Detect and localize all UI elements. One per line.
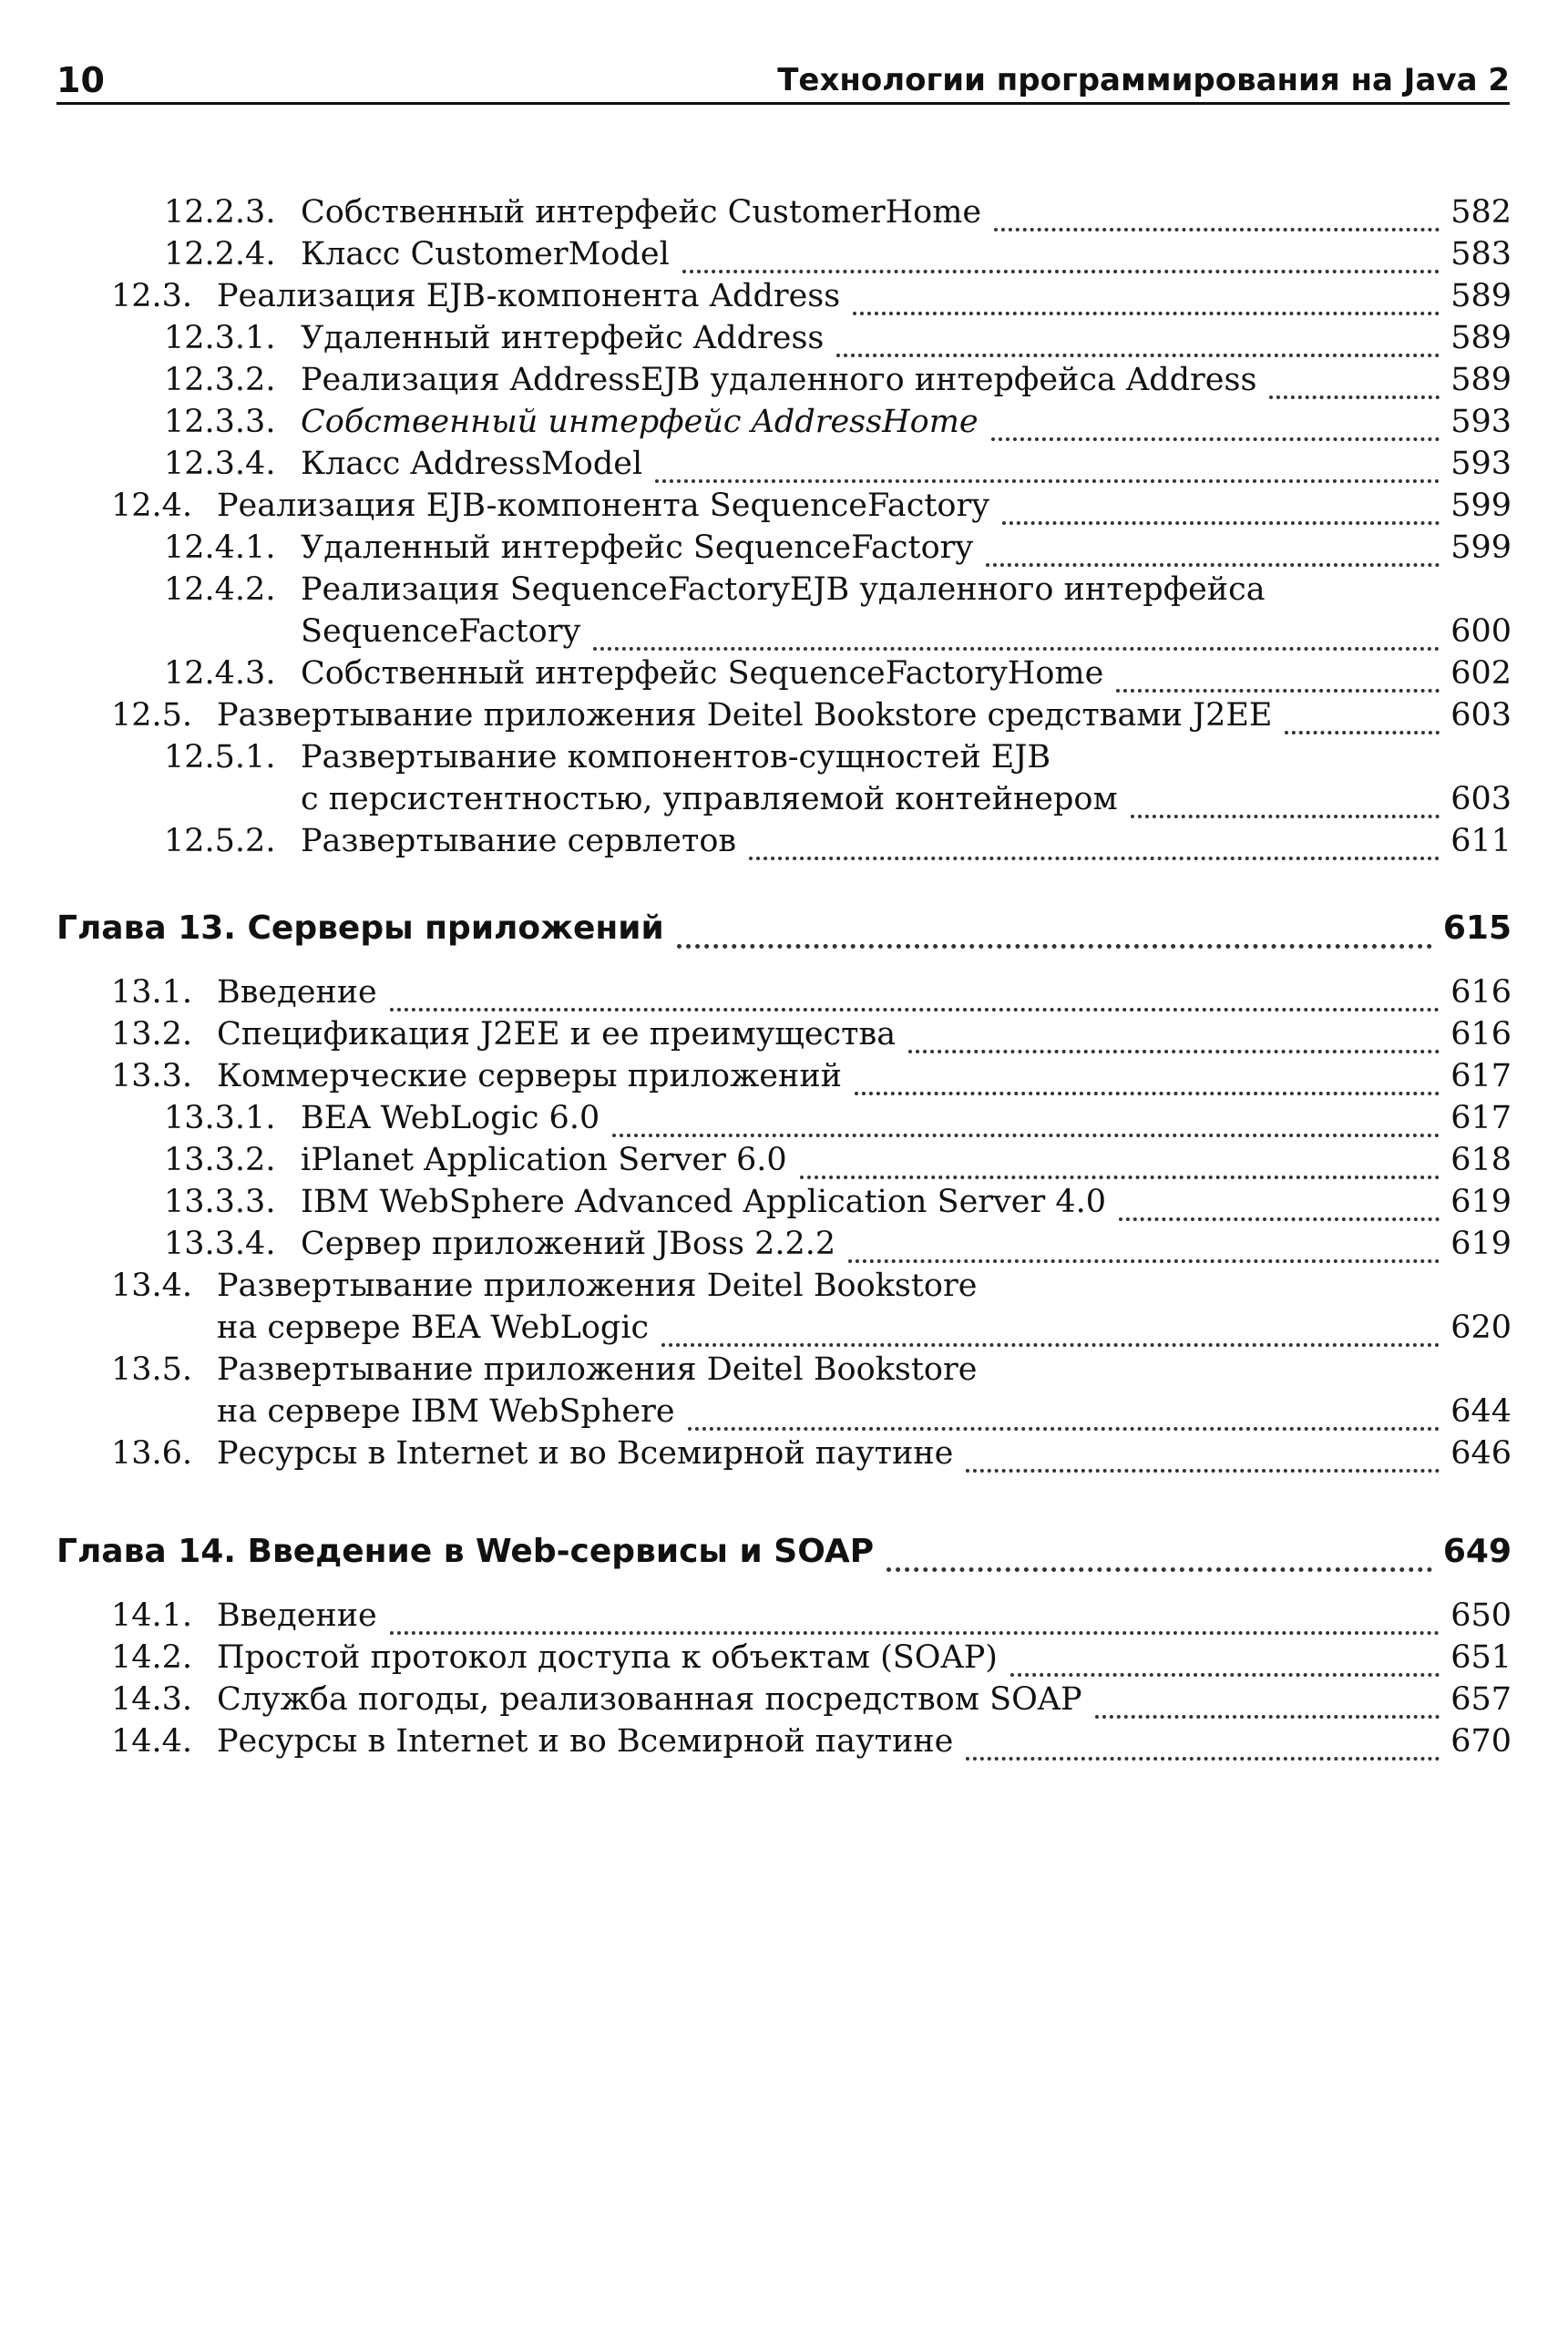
toc-leader-dots [688,1400,1440,1431]
toc-entry [0,485,1568,527]
toc-entry [0,569,1568,611]
toc-entry-page: 583 [1450,236,1512,272]
toc-leader-dots [966,1442,1440,1473]
toc-leader-dots [908,1022,1440,1053]
toc-entry-title: Реализация SequenceFactoryEJB удаленного интерфейса [301,571,1266,608]
toc-entry-page: 589 [1450,278,1512,314]
toc-entry-page: 603 [1450,781,1512,817]
toc-entry [0,652,1568,694]
toc-entry-title: Класс AddressModel [301,446,643,482]
toc-entry [0,1679,1568,1720]
page-number: 10 [56,60,105,100]
toc-entry [0,1097,1568,1139]
toc-entry [0,233,1568,275]
toc-entry-page: 611 [1450,823,1512,859]
toc-leader-dots [1131,787,1440,818]
toc-leader-dots [1095,1688,1440,1719]
toc-entry-number: 13.3.3. [164,1184,276,1220]
toc-entry-number: 13.2. [111,1016,193,1053]
toc-entry [0,527,1568,569]
toc-leader-dots [966,1730,1440,1761]
toc-entry-page: 646 [1450,1435,1512,1472]
toc-entry-title: Реализация EJB-компонента Address [217,278,841,314]
toc-entry-title: Простой протокол доступа к объектам (SOAP) [217,1639,998,1676]
toc-entry-page: 644 [1450,1393,1512,1430]
toc-entry [0,820,1568,862]
toc-entry [0,971,1568,1013]
toc-entry [0,694,1568,736]
toc-leader-dots [593,620,1440,651]
toc-entry [0,1637,1568,1679]
toc-entry-title: Удаленный интерфейс SequenceFactory [301,529,974,566]
toc-entry-title: с персистентностью, управляемой контейнером [301,781,1118,817]
toc-entry-number: 13.3.1. [164,1100,276,1136]
toc-entry-number: 12.2.3. [164,194,276,231]
toc-entry-title: Спецификация J2EE и ее преимущества [217,1016,897,1053]
toc-entry-title: Коммерческие серверы приложений [217,1058,843,1094]
toc-entry-title: Удаленный интерфейс Address [301,320,825,356]
toc-entry-page: 589 [1450,320,1512,356]
toc-entry [0,443,1568,485]
toc-entry-title: Реализация EJB-компонента SequenceFactory [217,488,989,524]
toc-entry-title: Собственный интерфейс AddressHome [301,404,979,440]
toc-leader-dots [855,1064,1440,1095]
toc-entry-page: 657 [1450,1681,1512,1718]
toc-entry-page: 599 [1450,529,1512,566]
toc-leader-dots [1285,703,1440,734]
toc-entry [0,611,1568,652]
toc-entry-page: 617 [1450,1058,1512,1094]
toc-entry [0,1265,1568,1307]
toc-entry-title: Развертывание приложения Deitel Bookstore средствами J2EE [217,697,1273,734]
toc-entry-title: Собственный интерфейс CustomerHome [301,194,982,231]
toc-leader-dots [1116,662,1440,693]
toc-entry [0,317,1568,359]
toc-leader-dots [677,917,1432,949]
toc-entry-page: 619 [1450,1226,1512,1262]
toc-entry-number: 13.3.4. [164,1226,276,1262]
toc-entry-number: 14.1. [111,1597,193,1634]
toc-entry [0,1139,1568,1181]
toc-entry-page: 650 [1450,1597,1512,1634]
toc-leader-dots [1269,368,1440,399]
toc-entry-title: Развертывание приложения Deitel Bookstore [217,1268,978,1304]
toc-entry-number: 13.3.2. [164,1142,276,1178]
toc-entry-number: 12.5. [111,697,193,734]
toc-entry-title: Класс CustomerModel [301,236,670,272]
toc-entry [0,1432,1568,1474]
toc-chapter-heading [0,908,1568,950]
toc-leader-dots [390,981,1440,1011]
toc-entry [0,401,1568,443]
toc-entry [0,1223,1568,1265]
toc-leader-dots [853,284,1440,315]
toc-entry-title: BEA WebLogic 6.0 [301,1100,600,1136]
toc-leader-dots [682,242,1440,273]
toc-entry-page: 600 [1450,613,1512,650]
toc-entry-number: 12.4.2. [164,571,276,608]
running-title: Технологии программирования на Java 2 [777,62,1510,98]
toc-entry-number: 12.4. [111,488,193,524]
toc-entry [0,359,1568,401]
toc-entry-number: 14.2. [111,1639,193,1676]
toc-entry-page: 593 [1450,446,1512,482]
toc-entry-page: 582 [1450,194,1512,231]
toc-entry-page: 618 [1450,1142,1512,1178]
toc-leader-dots [661,1316,1440,1347]
toc-entry [0,1720,1568,1762]
toc-entry-title: Ресурсы в Internet и во Всемирной паутине [217,1723,954,1760]
toc-entry-number: 13.6. [111,1435,193,1472]
toc-chapter-heading [0,1531,1568,1573]
toc-entry-title: Развертывание сервлетов [301,823,737,859]
toc-entry [0,1349,1568,1391]
toc-entry-title: Реализация AddressEJB удаленного интерфейса Address [301,362,1257,398]
toc-leader-dots [612,1106,1440,1137]
toc-leader-dots [1010,1646,1440,1677]
toc-entry [0,1181,1568,1223]
toc-entry-title: iPlanet Application Server 6.0 [301,1142,787,1178]
toc-entry-number: 14.3. [111,1681,193,1718]
toc-leader-dots [390,1604,1440,1635]
toc-entry-number: 12.2.4. [164,236,276,272]
toc-entry-title: на сервере BEA WebLogic [217,1309,650,1346]
toc-leader-dots [800,1148,1440,1179]
toc-entry-page: 670 [1450,1723,1512,1760]
toc-entry-title: Развертывание компонентов-сущностей EJB [301,739,1051,775]
toc-entry [0,191,1568,233]
toc-entry-page: 620 [1450,1309,1512,1346]
toc-entry-number: 12.4.1. [164,529,276,566]
toc-entry-page: 619 [1450,1184,1512,1220]
toc-entry [0,1055,1568,1097]
toc-entry-number: 12.3.3. [164,404,276,440]
toc-leader-dots [886,1540,1432,1572]
toc-entry-page: 651 [1450,1639,1512,1676]
page-header [56,56,1510,104]
toc-leader-dots [749,829,1440,860]
toc-entry-title: Ресурсы в Internet и во Всемирной паутине [217,1435,954,1472]
toc-entry-page: 617 [1450,1100,1512,1136]
toc-entry [0,778,1568,820]
toc-entry [0,1595,1568,1637]
toc-leader-dots [836,326,1440,357]
toc-entry [0,1013,1568,1055]
toc-entry-title: SequenceFactory [301,613,581,650]
toc-leader-dots [1002,494,1440,525]
toc-entry-number: 12.3. [111,278,193,314]
toc-entry-page: 593 [1450,404,1512,440]
toc-entry-title: Служба погоды, реализованная посредством SOAP [217,1681,1082,1718]
toc-leader-dots [655,452,1440,483]
toc-leader-dots [848,1232,1440,1263]
toc-entry-title: Собственный интерфейс SequenceFactoryHome [301,655,1104,692]
toc-entry-number: 12.5.2. [164,823,276,859]
toc-entry-number: 13.5. [111,1351,193,1388]
toc-entry-number: 12.4.3. [164,655,276,692]
toc-entry-title: Развертывание приложения Deitel Bookstore [217,1351,978,1388]
toc-entry-title: Введение [217,974,377,1011]
toc-entry-number: 12.3.1. [164,320,276,356]
toc-entry-page: 616 [1450,1016,1512,1053]
toc-leader-dots [991,410,1440,441]
toc-entry-title: Сервер приложений JBoss 2.2.2 [301,1226,836,1262]
toc-entry [0,1307,1568,1349]
toc-entry-number: 13.1. [111,974,193,1011]
toc-entry-number: 12.5.1. [164,739,276,775]
toc-entry-title: на сервере IBM WebSphere [217,1393,675,1430]
toc-entry-title: Глава 14. Введение в Web-сервисы и SOAP [56,1533,875,1570]
toc-entry-title: IBM WebSphere Advanced Application Server 4.0 [301,1184,1107,1220]
toc-entry-page: 649 [1442,1533,1512,1570]
toc-entry-page: 603 [1450,697,1512,734]
toc-entry-page: 602 [1450,655,1512,692]
toc-entry [0,275,1568,317]
toc-leader-dots [986,536,1440,567]
toc-entry-number: 13.4. [111,1268,193,1304]
toc-entry [0,1391,1568,1432]
toc-entry-page: 615 [1442,909,1512,947]
toc-entry-page: 589 [1450,362,1512,398]
toc-entry-number: 13.3. [111,1058,193,1094]
toc-entry-number: 12.3.2. [164,362,276,398]
toc-entry-page: 599 [1450,488,1512,524]
toc-entry-number: 12.3.4. [164,446,276,482]
toc-entry [0,736,1568,778]
toc-entry-title: Введение [217,1597,377,1634]
toc-entry-page: 616 [1450,974,1512,1011]
toc-leader-dots [994,200,1440,231]
toc-entry-number: 14.4. [111,1723,193,1760]
header-rule [56,102,1510,105]
toc-entry-title: Глава 13. Серверы приложений [56,909,664,947]
toc-leader-dots [1119,1190,1440,1221]
